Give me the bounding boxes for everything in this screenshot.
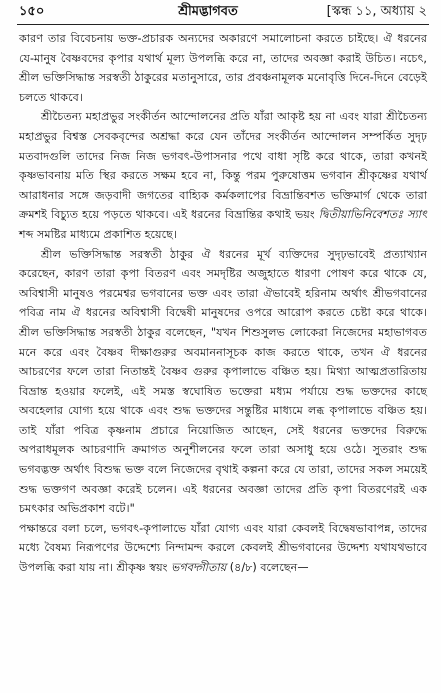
header-rule: [17, 24, 429, 25]
page-number: ১৫০: [19, 4, 45, 19]
page-body: [19, 29, 427, 578]
paragraph-text: (৪/৮) বলেছেন—: [226, 561, 309, 575]
paragraph-text: শ্রীচৈতন্য মহাপ্রভুর সংকীর্তন আন্দোলনের প্রতি যাঁরা আকৃষ্ট হয় না এবং যারা শ্রীচৈতন্য মহাপ্রভুর বিশ্বস্ত সেবকবৃন্দের অশ্রদ্ধা করে যেন তাঁদের সংকীর্তন আন্দোলন সম্পর্কিত সুদৃঢ় মতবাদগুলি তাদের নিজ নিজ ভগবৎ-উপাসনার পথে বাধা সৃষ্টি করে থাকে, তারা কখনই কৃষ্ণভাবনায় মতি স্থির করতে সক্ষম হবে না, কিন্তু পরম পুরুষোত্তম ভগবান শ্রীকৃষ্ণের যথার্থ আরাধনার সঙ্গে জড়বাদী জগতের বাহ্যিক কর্মকলাপের বিভ্রান্তিবশত ভক্তিমার্গ থেকে তারা ক্রমশই বিচ্যুত হয়ে পড়তে থাকবে। এই ধরনের বিভ্রান্তির কথাই ভয়ং: [19, 110, 427, 222]
paragraph-text: পক্ষান্তরে বলা চলে, ভগবৎ-কৃপালাভে যাঁরা যোগ্য এবং যারা কেবলই বিদ্বেষভাবাপন্ন, তাদের মধ্যে বৈষম্য নিরূপণের উদ্দেশ্যে নিন্দামন্দ করলে কেবলই শ্রীভগবানের উদ্দেশ্য যথাযথভাবে উপলব্ধি করা যায় না। শ্রীকৃষ্ণ স্বয়ং: [19, 521, 427, 575]
page-header: [19, 0, 427, 24]
book-title: শ্রীমদ্ভাগবত: [178, 4, 238, 19]
scripture-name: ভগবদ্গীতায়: [171, 561, 227, 575]
paragraph: [19, 519, 427, 578]
paragraph: কারণ তার বিবেচনায় ভক্ত-প্রচারক অন্যদের অকারণে সমালোচনা করতে চাইছে। ঐ ধরনের যে-মানুষ বৈষ্ণবদের কৃপার যথার্থ মূল্য উপলব্ধি করে না, তাদের অবজ্ঞা করাই উচিত। নচেৎ, শ্রীল ভক্তিসিদ্ধান্ত সরস্বতী ঠাকুরের মতানুসারে, তার প্রবঞ্চনামূলক মনোবৃত্তি দিনে-দিনে বেড়েই চলতে থাকবে।: [19, 32, 427, 104]
paragraph-text: শব্দ সমষ্টির মাধ্যমে প্রকাশিত হয়েছে।: [19, 227, 177, 241]
paragraph: শ্রীল ভক্তিসিদ্ধান্ত সরস্বতী ঠাকুর ঐ ধরনের মূর্খ ব্যক্তিদের সুদৃঢ়ভাবেই প্রত্যাখ্যান করেছেন, কারণ তারা কৃপা বিতরণ এবং সমদৃষ্টির অজুহাতে ধারণা পোষণ করে থাকে যে, অবিশ্বাসী মানুষও পরমেশ্বর ভগবানের ভক্ত এবং তারা ঐভাবেই হরিনাম অর্থাৎ শ্রীভগবানের পবিত্র নাম ঐ ধরনের অবিশ্বাসী বিদ্বেষী মানুষদের ওপরে আরোপ করতে চেষ্টা করে থাকে। শ্রীল ভক্তিসিদ্ধান্ত সরস্বতী ঠাকুর বলেছেন, "যখন শিশুসুলভ লোকেরা নিজেদের মহাভাগবত মনে করে এবং বৈষ্ণব দীক্ষাগুরুর অবমাননাসূচক কাজ করতে থাকে, তখন ঐ ধরনের আচরণের ফলে তারা নিতান্তই বৈষ্ণব গুরুর কৃপালাভে বঞ্চিত হয়। মিথ্যা আত্মপ্রতারিতায় বিভ্রান্ত হওয়ার ফলেই, এই সমস্ত স্বঘোষিত ভক্তেরা মধ্যম পর্যায়ে শুদ্ধ ভক্তদের কাছে অবহেলার যোগ্য হয়ে থাকে এবং শুদ্ধ ভক্তদের সন্তুষ্টির মাধ্যমে লব্ধ কৃপালাভে বঞ্চিত হয়। তাই যাঁরা পবিত্র কৃষ্ণনাম প্রচারে নিয়োজিত আছেন, সেই ধরনের ভক্তদের বিরুদ্ধে অপরাধমূলক আচরণাদি ক্রমাগত অনুশীলনের ফলে তারা অসাধু হয়ে ওঠে। সুতরাং শুদ্ধ ভগবদ্ভক্ত অর্থাৎ বিশুদ্ধ ভক্ত বলে নিজেদের বৃথাই কল্পনা করে যে তারা, তাদের সকল সময়েই শুদ্ধ ভক্তগণ অবজ্ঞা করেই চলেন। এই ধরনের অবজ্ঞা তাদের প্রতি কৃপা বিতরণেরই এক চমৎকার অভিপ্রকাশ বটে।": [19, 247, 427, 516]
paragraph: [19, 107, 427, 244]
sanskrit-phrase: দ্বিতীয়াভিনিবেশতঃ স্যাৎ: [318, 208, 427, 222]
chapter-reference: [স্কন্ধ ১১, অধ্যায় ২: [326, 4, 427, 19]
